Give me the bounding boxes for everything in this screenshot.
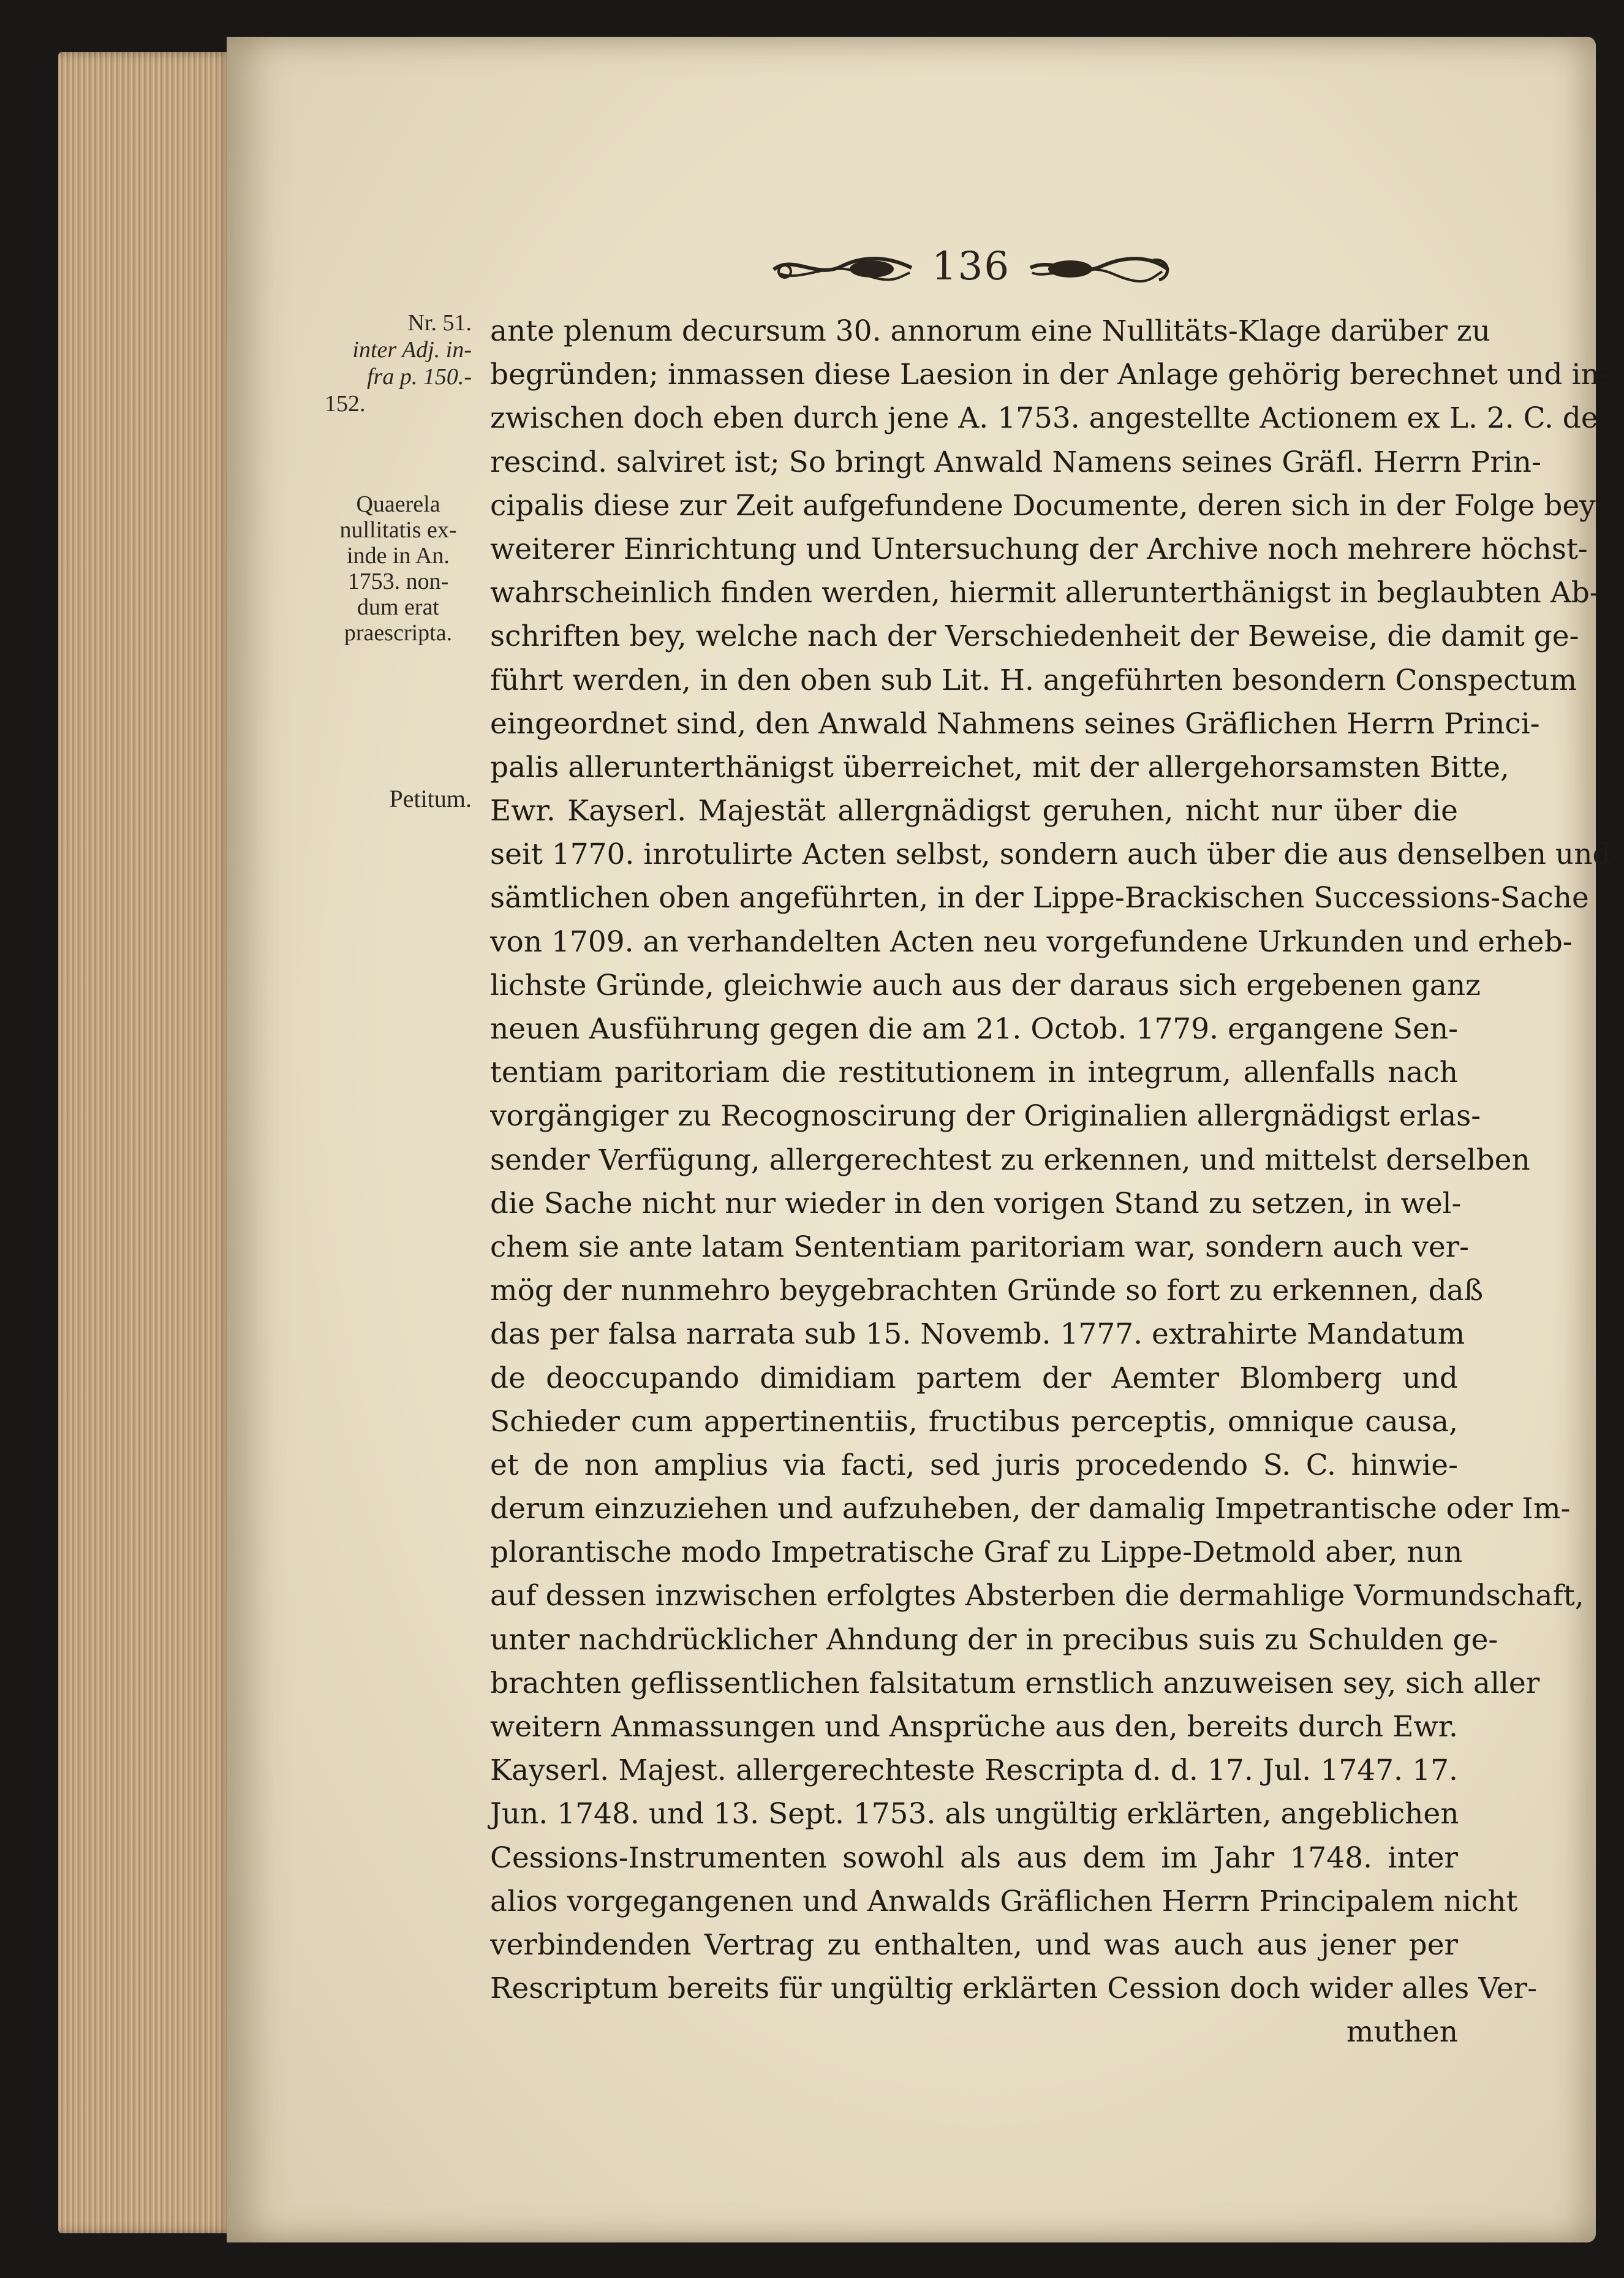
margin-querela-note xyxy=(325,491,472,646)
text-line: muthen xyxy=(1346,2015,1458,2049)
text-line: weiterer Einrichtung und Untersuchung der Archive noch mehrere höchst- xyxy=(490,532,1588,566)
text-line: sender Verfügung, allergerechtest zu erkennen, und mittelst derselben xyxy=(490,1143,1530,1177)
text-line: das per falsa narrata sub 15. Novemb. 1777. extrahirte Mandatum xyxy=(490,1317,1465,1352)
text-line: wahrscheinlich finden werden, hiermit allerunterthänigst in beglaubten Ab- xyxy=(490,576,1599,610)
text-line: die Sache nicht nur wieder in den vorigen Stand zu setzen, in wel- xyxy=(490,1186,1462,1220)
margin-querela-line: Quaerela xyxy=(356,491,440,517)
text-line: derum einzuziehen und aufzuheben, der damalig Impetrantische oder Im- xyxy=(490,1492,1571,1526)
text-line: mög der nunmehro beygebrachten Gründe so fort zu erkennen, daß xyxy=(490,1274,1484,1308)
text-line: tentiam paritoriam die restitutionem in integrum, allenfalls nach xyxy=(490,1056,1458,1090)
text-line: alios vorgegangenen und Anwalds Gräflichen Herrn Principalem nicht xyxy=(490,1884,1518,1918)
text-line: plorantische modo Impetratische Graf zu Lippe-Detmold aber, nun xyxy=(490,1535,1463,1570)
margin-querela-line: dum erat xyxy=(357,594,439,620)
margin-reference-line: inter Adj. in- xyxy=(352,337,472,363)
margin-reference xyxy=(325,309,472,417)
page-edges xyxy=(58,52,233,2233)
page-header xyxy=(747,233,1195,300)
text-line: von 1709. an verhandelten Acten neu vorgefundene Urkunden und erheb- xyxy=(490,925,1573,959)
text-line: seit 1770. inrotulirte Acten selbst, sondern auch über die aus denselben und xyxy=(490,838,1611,872)
text-line: eingeordnet sind, den Anwald Nahmens seines Gräflichen Herrn Princi- xyxy=(490,706,1540,741)
text-line: brachten geflissentlichen falsitatum ernstlich anzuweisen sey, sich aller xyxy=(490,1666,1540,1700)
text-line: begründen; inmassen diese Laesion in der Anlage gehörig berechnet und in- xyxy=(490,358,1609,392)
text-line: Schieder cum appertinentiis, fructibus perceptis, omnique causa, xyxy=(490,1404,1458,1439)
right-ornament-icon xyxy=(1027,242,1174,291)
text-line: chem sie ante latam Sententiam paritoriam war, sondern auch ver- xyxy=(490,1230,1469,1264)
text-line: lichste Gründe, gleichwie auch aus der daraus sich ergebenen ganz xyxy=(490,968,1481,1002)
text-line: Cessions-Instrumenten sowohl als aus dem im Jahr 1748. inter xyxy=(490,1841,1458,1875)
text-line: zwischen doch eben durch jene A. 1753. angestellte Actionem ex L. 2. C. de xyxy=(490,401,1598,436)
margin-querela-line: praescripta. xyxy=(344,620,453,646)
text-line: neuen Ausführung gegen die am 21. Octob. 1779. ergangene Sen- xyxy=(490,1012,1458,1046)
text-line: rescind. salviret ist; So bringt Anwald Namens seines Gräfl. Herrn Prin- xyxy=(490,445,1541,479)
margin-petitum-note: Petitum. xyxy=(389,785,472,812)
margin-reference-line: 152. xyxy=(325,391,366,417)
body-text xyxy=(490,309,1611,2054)
margin-reference-line: fra p. 150.- xyxy=(367,364,472,390)
text-line: Kayserl. Majest. allergerechteste Rescripta d. d. 17. Jul. 1747. 17. xyxy=(490,1754,1458,1788)
margin-reference-line: Nr. 51. xyxy=(407,310,472,336)
text-line: de deoccupando dimidiam partem der Aemter Blomberg und xyxy=(490,1361,1458,1395)
text-line: sämtlichen oben angeführten, in der Lippe-Brackischen Successions-Sache xyxy=(490,881,1589,915)
margin-querela-line: nullitatis ex- xyxy=(339,517,457,543)
left-ornament-icon xyxy=(768,242,915,291)
text-line: weitern Anmassungen und Ansprüche aus den, bereits durch Ewr. xyxy=(490,1710,1458,1744)
page-number: 136 xyxy=(931,244,1011,289)
text-line: vorgängiger zu Recognoscirung der Originalien allergnädigst erlas- xyxy=(490,1099,1481,1133)
text-line: Rescriptum bereits für ungültig erklärten Cession doch wider alles Ver- xyxy=(490,1972,1537,2006)
text-line: cipalis diese zur Zeit aufgefundene Documente, deren sich in der Folge bey xyxy=(490,488,1596,523)
text-line: ante plenum decursum 30. annorum eine Nullitäts-Klage darüber zu xyxy=(490,314,1490,348)
text-line: führt werden, in den oben sub Lit. H. angeführten besondern Conspectum xyxy=(490,663,1577,697)
text-line: auf dessen inzwischen erfolgtes Absterben die dermahlige Vormundschaft, xyxy=(490,1579,1584,1613)
text-line: Ewr. Kayserl. Majestät allergnädigst geruhen, nicht nur über die xyxy=(490,794,1458,828)
text-line: unter nachdrücklicher Ahndung der in precibus suis zu Schulden ge- xyxy=(490,1622,1498,1657)
text-line: Jun. 1748. und 13. Sept. 1753. als ungültig erklärten, angeblichen xyxy=(490,1797,1459,1831)
text-line: verbindenden Vertrag zu enthalten, und was auch aus jener per xyxy=(490,1928,1458,1962)
margin-querela-line: inde in An. xyxy=(347,543,450,569)
margin-querela-line: 1753. non- xyxy=(347,569,449,594)
text-line: schriften bey, welche nach der Verschiedenheit der Beweise, die damit ge- xyxy=(490,619,1579,654)
text-line: palis allerunterthänigst überreichet, mit der allergehorsamsten Bitte, xyxy=(490,750,1509,784)
text-line: et de non amplius via facti, sed juris procedendo S. C. hinwie- xyxy=(490,1448,1458,1482)
